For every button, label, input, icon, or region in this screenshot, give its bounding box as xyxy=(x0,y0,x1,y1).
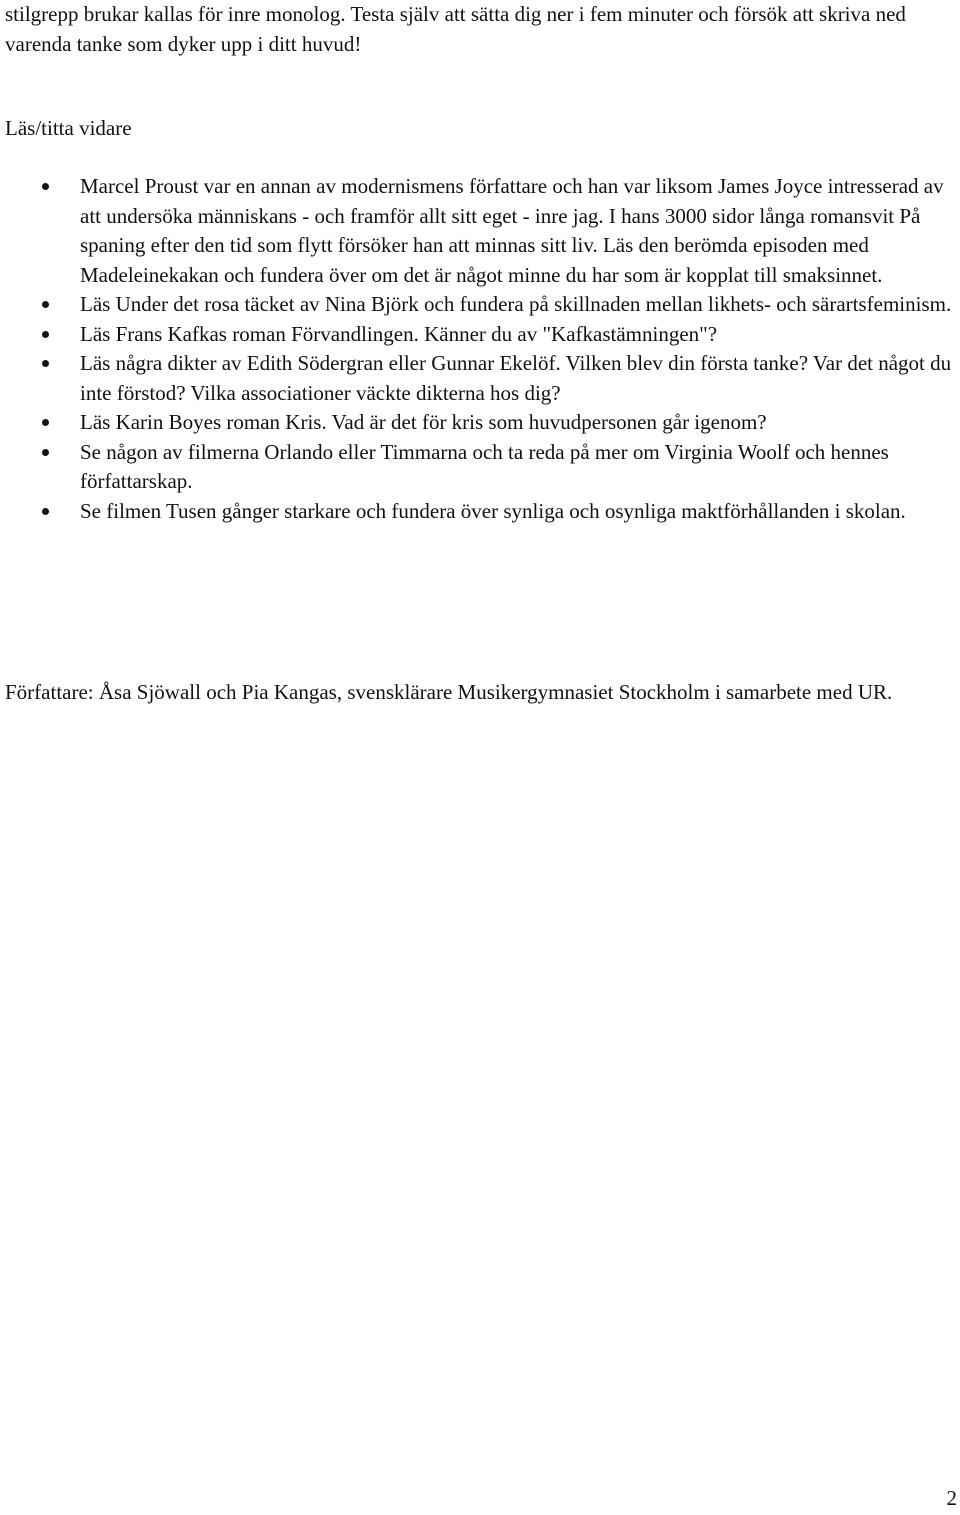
bullet-icon xyxy=(42,419,49,426)
list-item xyxy=(0,349,960,408)
list-item-text: Läs Under det rosa täcket av Nina Björk och fundera på skillnaden mellan likhets- och särartsfeminism. xyxy=(80,292,952,316)
author-footer: Författare: Åsa Sjöwall och Pia Kangas, svensklärare Musikergymnasiet Stockholm i samarbete med UR. xyxy=(5,680,893,704)
bullet-icon xyxy=(42,183,49,190)
list-item xyxy=(0,172,960,290)
list-item xyxy=(0,497,960,527)
bullet-icon xyxy=(42,449,49,456)
list-item xyxy=(0,438,960,497)
list-item xyxy=(0,320,960,350)
list-item-text: Se filmen Tusen gånger starkare och fundera över synliga och osynliga maktförhållanden i skolan. xyxy=(80,498,906,523)
bullet-icon xyxy=(42,331,49,338)
section-heading: Läs/titta vidare xyxy=(5,116,132,140)
intro-paragraph: stilgrepp brukar kallas för inre monolog. Testa själv att sätta dig ner i fem minuter och försök att skriva ned varenda tanke som dyker upp i ditt huvud! xyxy=(5,2,906,56)
page-number: 2 xyxy=(946,1486,957,1510)
reading-list xyxy=(0,172,960,526)
bullet-icon xyxy=(42,301,49,308)
list-item-text: Läs Karin Boyes roman Kris. Vad är det för kris som huvudpersonen går igenom? xyxy=(80,410,767,434)
list-item-text: Se någon av filmerna Orlando eller Timmarna och ta reda på mer om Virginia Woolf och hennes författarskap. xyxy=(80,439,889,493)
list-item-text: Läs Frans Kafkas roman Förvandlingen. Känner du av "Kafkastämningen"? xyxy=(80,321,718,346)
bullet-icon xyxy=(42,360,49,367)
list-item-text: Marcel Proust var en annan av modernismens författare och han var liksom James Joyce intresserad av att undersöka människans - och framför allt sitt eget - inre jag. I hans 3000 sidor långa romansvit På spaning efter den tid som flytt försöker han att minnas sitt liv. Läs den berömda episoden med Madeleinekakan och fundera över om det är något minne du har som är kopplat till smaksinnet. xyxy=(80,174,944,287)
list-item xyxy=(0,408,960,438)
list-item-text: Läs några dikter av Edith Södergran eller Gunnar Ekelöf. Vilken blev din första tanke? Var det något du inte förstod? Vilka associationer väckte dikterna hos dig? xyxy=(80,351,952,405)
list-item xyxy=(0,290,960,320)
bullet-icon xyxy=(42,508,49,515)
